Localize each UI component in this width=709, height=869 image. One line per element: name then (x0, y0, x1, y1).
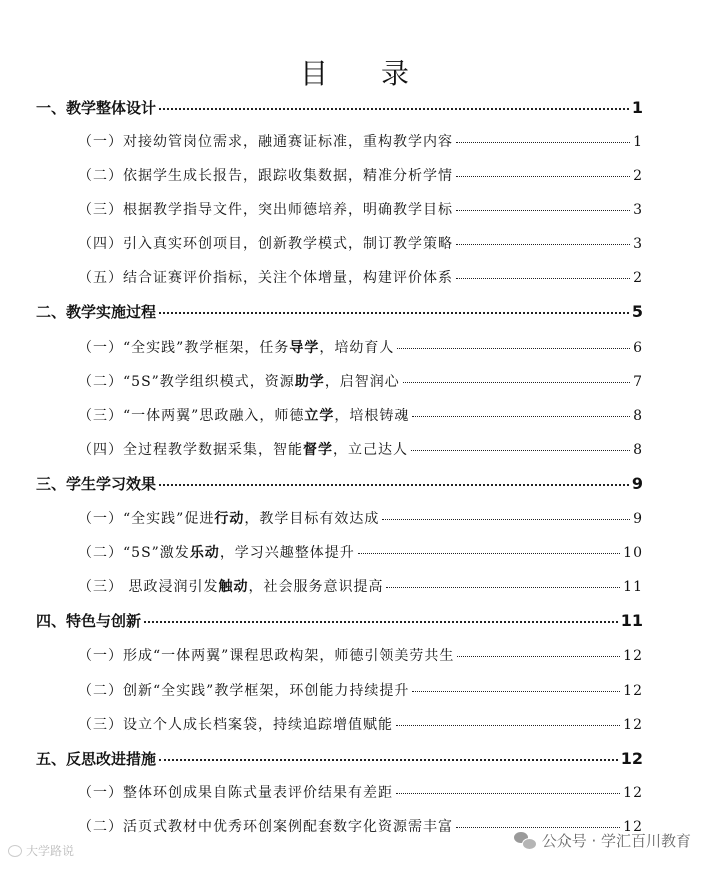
toc-dot-leader (159, 484, 629, 486)
toc-entry-label (78, 576, 383, 596)
toc-entry-label-part: ，立己达人 (333, 442, 408, 458)
toc-dot-leader (456, 244, 630, 245)
toc-entry-label-emphasis: 导学 (289, 340, 320, 356)
toc-page-number: 12 (623, 819, 643, 835)
toc-page-number: 12 (623, 683, 643, 699)
toc-entry[interactable] (36, 473, 643, 494)
toc-dot-leader (412, 416, 630, 417)
toc-entry-label: （二）依据学生成长报告，跟踪收集数据，精准分析学情 (78, 168, 453, 184)
toc-page-number: 10 (623, 545, 643, 561)
toc-entry-label: 二、教学实施过程 (36, 303, 157, 321)
toc-entry-label: （二）创新“全实践”教学框架，环创能力持续提升 (78, 683, 410, 699)
toc-entry-label: （五）结合证赛评价指标，关注个体增量，构建评价体系 (78, 270, 453, 286)
toc-entry-label (78, 508, 379, 528)
toc-entry[interactable] (78, 405, 643, 425)
toc-page-number: 12 (623, 648, 643, 664)
toc-entry[interactable] (78, 233, 643, 253)
toc-page-number: 3 (633, 236, 643, 252)
toc-entry-label (78, 405, 409, 425)
toc-entry[interactable] (78, 714, 643, 734)
toc-entry-label: （三）设立个人成长档案袋，持续追踪增值赋能 (78, 717, 393, 733)
toc-entry[interactable] (78, 645, 643, 665)
toc-page-number: 2 (633, 270, 643, 286)
toc-entry-label (78, 542, 355, 562)
toc-entry-label-part: ，教学目标有效达成 (244, 511, 380, 527)
toc-page-number: 9 (631, 474, 643, 493)
toc-entry[interactable] (36, 748, 643, 769)
toc-entry[interactable] (78, 508, 643, 528)
toc-page-number: 7 (633, 374, 643, 390)
toc-entry-label-part: ，培根铸魂 (334, 408, 410, 424)
toc-entry[interactable] (78, 165, 643, 185)
toc-page-number: 2 (633, 168, 643, 184)
toc-dot-leader (456, 827, 620, 828)
toc-entry[interactable] (78, 680, 643, 700)
toc-entry-label (78, 337, 394, 357)
toc-entry-label-part: ，培幼育人 (319, 340, 395, 356)
watermark-left (8, 842, 74, 859)
wechat-icon (514, 832, 536, 850)
toc-dot-leader (403, 382, 630, 383)
toc-dot-leader (397, 348, 630, 349)
toc-entry-label: 四、特色与创新 (36, 612, 142, 630)
toc-page-number: 3 (633, 202, 643, 218)
toc-page-number: 12 (623, 717, 643, 733)
toc-entry-label-emphasis: 助学 (294, 374, 325, 390)
toc-entry-label: （四）引入真实环创项目，创新教学模式，制订教学策略 (78, 236, 453, 252)
toc-page-number: 11 (620, 611, 643, 630)
toc-entry-label (78, 439, 408, 459)
toc-page-number: 12 (623, 785, 643, 801)
toc-dot-leader (457, 656, 620, 657)
toc-dot-leader (386, 587, 620, 588)
toc-entry-label-part: （四）全过程教学数据采集，智能 (78, 442, 303, 458)
toc-entry-label-part: （三）“一体两翼”思政融入，师德 (78, 408, 305, 424)
toc-entry-label-emphasis: 立学 (304, 408, 335, 424)
toc-entry-label-emphasis: 乐动 (189, 545, 220, 561)
toc-entry-label: （一）整体环创成果自陈式量表评价结果有差距 (78, 785, 393, 801)
watermark-right (514, 830, 691, 851)
toc-entry-label: 一、教学整体设计 (36, 99, 157, 117)
toc-dot-leader (456, 142, 630, 143)
toc-page-number: 8 (633, 442, 643, 458)
toc-dot-leader (144, 621, 618, 623)
toc-dot-leader (412, 691, 620, 692)
toc-dot-leader (159, 312, 629, 314)
toc-page-number: 6 (633, 340, 643, 356)
toc-entry[interactable] (78, 131, 643, 151)
toc-entry[interactable] (78, 439, 643, 459)
page-title: 目 录 (300, 57, 431, 90)
toc-page-number: 11 (623, 579, 643, 595)
toc-entry[interactable] (78, 267, 643, 287)
toc-page-number: 5 (631, 302, 643, 321)
toc-entry-label-emphasis: 督学 (303, 442, 333, 458)
toc-page-number: 1 (633, 134, 643, 150)
toc-dot-leader (382, 519, 630, 520)
watermark-right-text: 公众号 · 学汇百川教育 (541, 832, 691, 850)
toc-entry-label-part: （二）“5S”教学组织模式，资源 (78, 374, 295, 390)
toc-dot-leader (159, 108, 629, 110)
toc-dot-leader (358, 553, 620, 554)
toc-entry-label: （三）根据教学指导文件，突出师德培养，明确教学目标 (78, 202, 453, 218)
toc-entry-label-emphasis: 触动 (218, 579, 249, 595)
toc-entry-label-part: （一）“全实践”教学框架，任务 (78, 340, 290, 356)
toc-entry-label-part: （一）“全实践”促进 (78, 511, 215, 527)
toc-entry[interactable] (78, 199, 643, 219)
toc-entry[interactable] (78, 782, 643, 802)
toc-page-number: 8 (633, 408, 643, 424)
watermark-logo-icon (8, 845, 22, 857)
toc-entry-label-part: （二）“5S”激发 (78, 545, 190, 561)
toc-dot-leader (159, 759, 618, 761)
toc-entry-label: 五、反思改进措施 (36, 750, 157, 768)
toc-entry-label: 三、学生学习效果 (36, 475, 157, 493)
toc-entry-label-emphasis: 行动 (214, 511, 245, 527)
toc-entry-label: （二）活页式教材中优秀环创案例配套数字化资源需丰富 (78, 819, 453, 835)
toc-entry-label (78, 371, 400, 391)
toc-page-number: 9 (633, 511, 643, 527)
watermark-left-text: 大学路说 (26, 844, 75, 858)
toc-dot-leader (456, 210, 630, 211)
toc-page-number: 12 (620, 749, 643, 768)
toc-entry[interactable] (78, 371, 643, 391)
toc-entry-label-part: （三） 思政浸润引发 (78, 579, 219, 595)
toc-dot-leader (396, 725, 620, 726)
toc-entry[interactable] (78, 542, 643, 562)
toc-entry[interactable] (78, 337, 643, 357)
toc-dot-leader (396, 793, 620, 794)
toc-entry-label: （一）对接幼管岗位需求，融通赛证标准，重构教学内容 (78, 134, 453, 150)
toc-entry-label: （一）形成“一体两翼”课程思政构架，师德引领美劳共生 (78, 648, 455, 664)
toc-entry[interactable] (36, 610, 643, 631)
toc-entry-label-part: ，学习兴趣整体提升 (219, 545, 355, 561)
toc-entry[interactable] (36, 301, 643, 322)
toc-page-number: 1 (631, 98, 643, 117)
toc-entry[interactable] (78, 576, 643, 596)
toc-dot-leader (456, 176, 630, 177)
toc-entry-label-part: ，启智润心 (324, 374, 400, 390)
toc-entry-label-part: ，社会服务意识提高 (248, 579, 384, 595)
toc-entry[interactable] (36, 97, 643, 118)
toc-dot-leader (411, 450, 630, 451)
toc-dot-leader (456, 278, 630, 279)
